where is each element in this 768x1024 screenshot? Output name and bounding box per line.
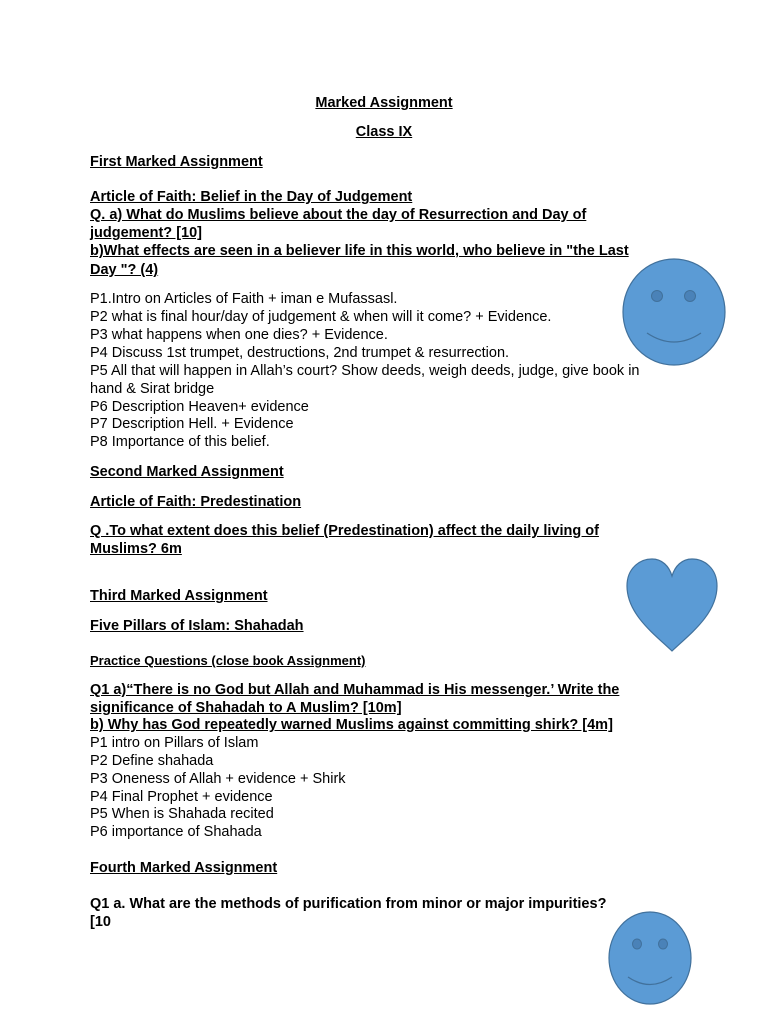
assignment-2-topic: Article of Faith: Predestination: [90, 494, 302, 510]
assignment-1-question-line: judgement? [10]: [90, 225, 202, 241]
assignment-1-point: P4 Discuss 1st trumpet, destructions, 2nd trumpet & resurrection.: [90, 345, 510, 361]
assignment-1-question-line: b)What effects are seen in a believer life in this world, who believe in "the Last: [90, 243, 629, 259]
assignment-1-point: P2 what is final hour/day of judgement & when will it come? + Evidence.: [90, 309, 552, 325]
assignment-1-point: P7 Description Hell. + Evidence: [90, 416, 294, 432]
assignment-2-heading: Second Marked Assignment: [90, 464, 284, 480]
assignment-3-point: P3 Oneness of Allah + evidence + Shirk: [90, 771, 346, 787]
assignment-3-question-line: significance of Shahadah to A Muslim? [10m]: [90, 700, 402, 716]
assignment-2-question-line: Q .To what extent does this belief (Predestination) affect the daily living of: [90, 523, 599, 539]
assignment-1-point: P3 what happens when one dies? + Evidence.: [90, 327, 388, 343]
assignment-1-point: P1.Intro on Articles of Faith + iman e Mufassasl.: [90, 291, 398, 307]
practice-questions-label: Practice Questions (close book Assignment): [90, 653, 366, 668]
smiley-face-icon: [606, 910, 694, 1008]
assignment-1-topic: Article of Faith: Belief in the Day of Judgement: [90, 189, 413, 205]
assignment-1-point: P5 All that will happen in Allah’s court? Show deeds, weigh deeds, judge, give book in: [90, 363, 640, 379]
assignment-3-heading: Third Marked Assignment: [90, 588, 268, 604]
assignment-1-question-line: Q. a) What do Muslims believe about the day of Resurrection and Day of: [90, 207, 587, 223]
assignment-3-point: P4 Final Prophet + evidence: [90, 789, 273, 805]
smiley-face-icon: [620, 256, 728, 368]
assignment-1-question-line: Day "? (4): [90, 262, 159, 278]
assignment-3-point: P1 intro on Pillars of Islam: [90, 735, 259, 751]
assignment-3-point: P5 When is Shahada recited: [90, 806, 274, 822]
assignment-4-question-line: Q1 a. What are the methods of purification from minor or major impurities?: [90, 896, 607, 912]
assignment-3-point: P6 importance of Shahada: [90, 824, 262, 840]
assignment-1-heading: First Marked Assignment: [90, 154, 263, 170]
assignment-3-topic: Five Pillars of Islam: Shahadah: [90, 618, 304, 634]
document-title: Marked Assignment: [315, 95, 453, 111]
heart-icon: [624, 556, 720, 654]
assignment-1-point: hand & Sirat bridge: [90, 381, 215, 397]
assignment-3-question-line: b) Why has God repeatedly warned Muslims against committing shirk? [4m]: [90, 717, 613, 733]
assignment-3-point: P2 Define shahada: [90, 753, 214, 769]
assignment-3-question-line: Q1 a)“There is no God but Allah and Muhammad is His messenger.’ Write the: [90, 682, 620, 698]
assignment-1-point: P8 Importance of this belief.: [90, 434, 270, 450]
assignment-4-heading: Fourth Marked Assignment: [90, 860, 278, 876]
assignment-4-question-line: [10: [90, 914, 111, 930]
assignment-2-question-line: Muslims? 6m: [90, 541, 182, 557]
assignment-1-point: P6 Description Heaven+ evidence: [90, 399, 309, 415]
class-label: Class IX: [355, 124, 413, 140]
